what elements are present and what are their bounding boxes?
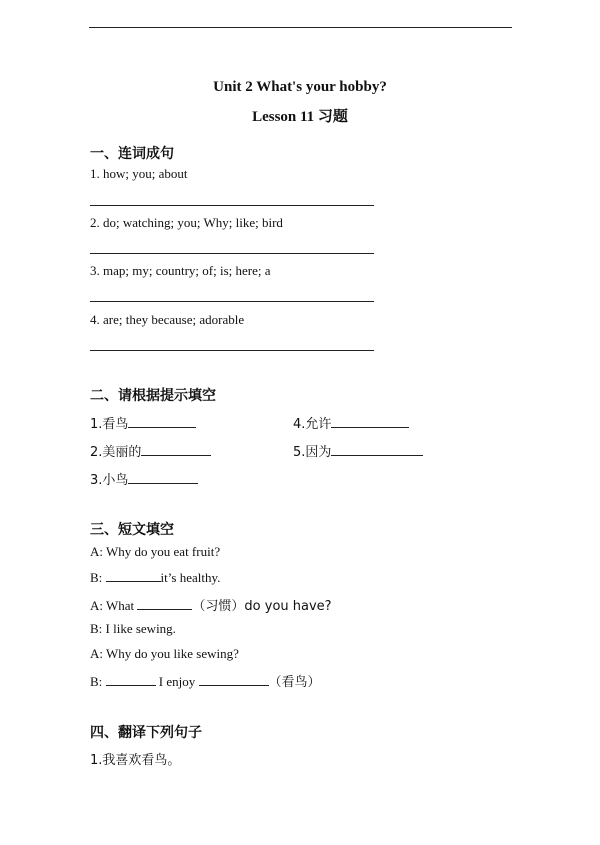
answer-line-4 xyxy=(90,350,374,351)
fill-item-5 xyxy=(293,441,423,460)
question-1-1: 1. how; you; about xyxy=(90,166,188,181)
fill-item-3 xyxy=(90,469,198,488)
answer-line-1 xyxy=(90,205,374,206)
section-heading-4: 四、翻译下列句子 xyxy=(90,725,202,741)
section-heading-1: 一、连词成句 xyxy=(90,146,174,162)
answer-line-2 xyxy=(90,253,374,254)
dialogue-blank-4 xyxy=(199,675,269,686)
fill-blank-3 xyxy=(128,473,198,484)
fill-item-2 xyxy=(90,441,211,460)
dialogue-line-2-prefix: B: xyxy=(90,570,106,585)
dialogue-line-2 xyxy=(90,570,220,586)
dialogue-line-2-suffix: it’s healthy. xyxy=(160,570,221,585)
dialogue-line-3-suffix: （习惯）do you have? xyxy=(192,599,332,614)
dialogue-line-6-suffix: （看鸟） xyxy=(268,675,321,690)
translate-item-1: 1.我喜欢看鸟。 xyxy=(90,753,181,768)
fill-item-4 xyxy=(293,413,409,432)
question-1-2: 2. do; watching; you; Why; like; bird xyxy=(90,215,283,230)
fill-blank-5 xyxy=(331,445,423,456)
fill-item-1-label: 1.看鸟 xyxy=(90,417,129,432)
dialogue-line-6-prefix: B: xyxy=(90,674,106,689)
dialogue-line-6 xyxy=(90,671,321,690)
worksheet-subtitle: Lesson 11 习题 xyxy=(252,109,348,125)
section-heading-2: 二、请根据提示填空 xyxy=(90,388,216,404)
fill-blank-2 xyxy=(141,445,211,456)
header-rule xyxy=(89,27,512,28)
question-1-4: 4. are; they because; adorable xyxy=(90,312,245,327)
dialogue-blank-1 xyxy=(106,571,161,582)
dialogue-line-3 xyxy=(90,595,332,614)
dialogue-line-5: A: Why do you like sewing? xyxy=(90,646,239,661)
fill-item-1 xyxy=(90,413,196,432)
fill-blank-4 xyxy=(331,417,409,428)
answer-line-3 xyxy=(90,301,374,302)
worksheet-title: Unit 2 What's your hobby? xyxy=(213,79,387,95)
section-heading-3: 三、短文填空 xyxy=(90,522,174,538)
dialogue-blank-3 xyxy=(106,675,156,686)
question-1-3: 3. map; my; country; of; is; here; a xyxy=(90,263,271,278)
fill-item-5-label: 5.因为 xyxy=(293,445,332,460)
dialogue-line-1: A: Why do you eat fruit? xyxy=(90,544,221,559)
fill-item-4-label: 4.允许 xyxy=(293,417,332,432)
dialogue-line-3-prefix: A: What xyxy=(90,598,138,613)
dialogue-line-4: B: I like sewing. xyxy=(90,621,176,636)
dialogue-blank-2 xyxy=(137,599,192,610)
fill-item-2-label: 2.美丽的 xyxy=(90,445,142,460)
fill-blank-1 xyxy=(128,417,196,428)
fill-item-3-label: 3.小鸟 xyxy=(90,473,129,488)
dialogue-line-6-middle: I enjoy xyxy=(155,674,199,689)
